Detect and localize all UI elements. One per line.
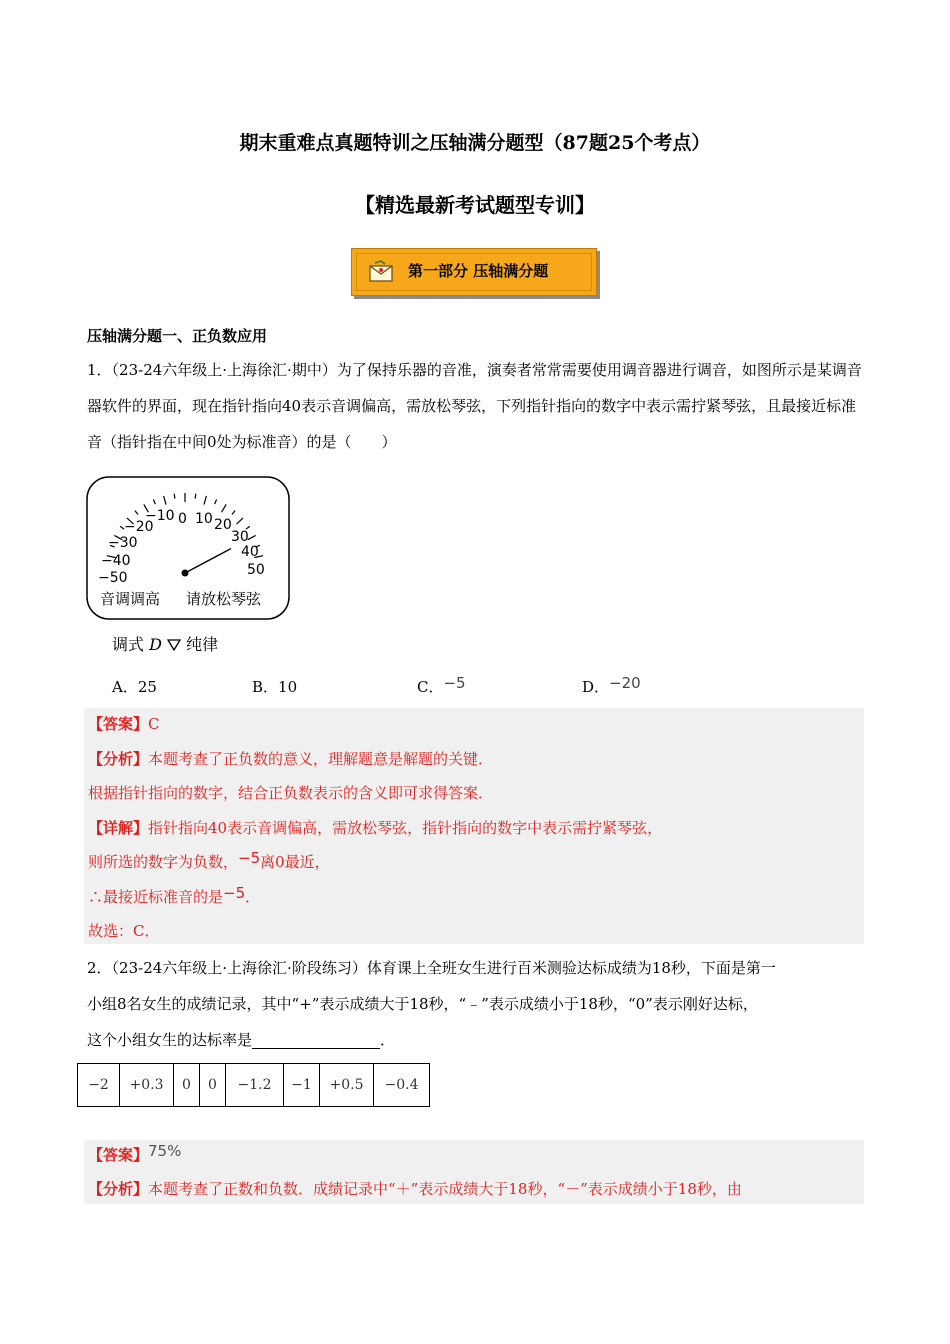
gauge-pivot <box>182 570 189 577</box>
analysis-line-2: 根据指针指向的数字，结合正负数表示的含义即可求得答案． <box>88 784 494 802</box>
gauge-label-neg30: −30 <box>108 535 138 551</box>
table-row <box>78 1064 430 1107</box>
answer-tag: 【答案】 <box>88 715 149 733</box>
answer-box-1 <box>84 708 864 944</box>
detail-line-2-b: 离0最近， <box>260 853 330 871</box>
caption-prefix: 调式 <box>112 635 145 654</box>
gauge-label-0: 0 <box>178 511 187 527</box>
part-banner <box>351 248 597 296</box>
question-2-line-3-b: ． <box>380 1031 396 1049</box>
gauge-tick <box>195 494 196 499</box>
answer-box-2 <box>84 1140 864 1204</box>
option-d-letter: D． <box>582 678 610 696</box>
question-1-text: 1．（23-24六年级上·上海徐汇·期中）为了保持乐器的音准，演奏者常常需要使用调音器进行调音，如图所示是某调音器软件的界面，现在指针指向40表示音调偏高，需放松琴弦，下列指针指向的数字中表示需拧紧琴弦，且最接近标准音（指针指在中间0处为标准音）的是（ ） <box>87 361 862 451</box>
option-d-value: −20 <box>609 674 641 692</box>
analysis-text: 本题考查了正负数的意义，理解题意是解题的关键． <box>148 750 494 768</box>
option-c[interactable] <box>417 676 466 697</box>
question-2-line-3 <box>87 1022 867 1058</box>
gauge-caption <box>112 632 218 655</box>
caption-key: D <box>149 635 162 654</box>
analysis-tag-2: 【分析】 <box>88 1180 149 1198</box>
gauge-label-neg20: −20 <box>124 519 154 535</box>
analysis-line-q2 <box>88 1178 742 1199</box>
gauge-tick <box>174 494 175 499</box>
detail-line-2 <box>88 851 330 872</box>
question-2-text <box>87 950 867 1058</box>
question-2-line-2: 小组8名女生的成绩记录，其中“+”表示成绩大于18秒，“﹣”表示成绩小于18秒，“0”表示刚好达标， <box>87 995 758 1013</box>
score-cell: 0 <box>174 1064 200 1107</box>
analysis-text-2: 本题考查了正数和负数．成绩记录中“＋”表示成绩大于18秒，“－”表示成绩小于18秒，由 <box>148 1180 742 1198</box>
analysis-line <box>88 748 493 769</box>
gauge-bottom-right-label: 请放松琴弦 <box>186 590 262 608</box>
banner-label: 第一部分 压轴满分题 <box>408 262 549 280</box>
analysis-tag: 【分析】 <box>88 750 149 768</box>
envelope-icon <box>369 260 393 282</box>
answer-blank[interactable] <box>252 1031 380 1049</box>
gauge-label-neg40: −40 <box>101 553 131 569</box>
option-c-letter: C． <box>417 678 444 696</box>
gauge-label-40: 40 <box>241 544 259 560</box>
tuner-gauge <box>86 476 291 622</box>
gauge-label-neg10: −10 <box>145 508 175 524</box>
detail-line <box>88 817 662 838</box>
answer-value: C <box>148 715 160 733</box>
score-cell: −0.4 <box>374 1064 430 1107</box>
gauge-label-50: 50 <box>247 562 265 578</box>
answer-line <box>88 713 160 734</box>
detail-line-2-math: −5 <box>238 849 261 867</box>
gauge-label-neg50: −50 <box>98 570 128 586</box>
option-a[interactable] <box>112 676 157 697</box>
detail-text: 指针指向40表示音调偏高，需放松琴弦，指针指向的数字中表示需拧紧琴弦， <box>148 819 663 837</box>
detail-tag: 【详解】 <box>88 819 149 837</box>
option-c-value: −5 <box>443 674 466 692</box>
gauge-label-10: 10 <box>195 511 213 527</box>
score-cell: −1 <box>284 1064 320 1107</box>
gauge-label-20: 20 <box>214 517 232 533</box>
score-cell: 0 <box>200 1064 226 1107</box>
answer-tag-2: 【答案】 <box>88 1146 149 1164</box>
option-a-letter: A． <box>112 678 138 696</box>
page-title: 期末重难点真题特训之压轴满分题型（87题25个考点） <box>239 132 711 154</box>
triangle-down-icon <box>167 639 181 651</box>
question-2-line-3-a: 这个小组女生的达标率是 <box>87 1031 253 1049</box>
gauge-bottom-left-label: 音调调高 <box>100 590 161 608</box>
answer-line-2 <box>88 1144 181 1165</box>
detail-line-3-math: −5 <box>223 884 246 902</box>
detail-line-3-a: ∴最接近标准音的是 <box>88 888 224 906</box>
scores-table <box>77 1063 430 1107</box>
detail-line-2-a: 则所选的数字为负数， <box>88 853 239 871</box>
question-2-line-1: 2．（23-24六年级上·上海徐汇·阶段练习）体育课上全班女生进行百米测验达标成绩为18秒，下面是第一 <box>87 959 776 977</box>
caption-suffix: 纯律 <box>186 635 219 654</box>
final-line: 故选：C． <box>88 922 160 940</box>
detail-line-3 <box>88 886 260 907</box>
gauge-label-30: 30 <box>231 529 249 545</box>
option-a-value: 25 <box>137 678 157 696</box>
section-heading: 压轴满分题一、正负数应用 <box>87 327 268 345</box>
score-cell: −1.2 <box>226 1064 284 1107</box>
page-subtitle: 【精选最新考试题型专训】 <box>355 193 595 217</box>
option-b[interactable] <box>252 676 297 697</box>
detail-line-3-b: ． <box>245 888 261 906</box>
option-b-letter: B． <box>252 678 279 696</box>
option-d[interactable] <box>582 676 641 697</box>
score-cell: +0.5 <box>320 1064 374 1107</box>
score-cell: +0.3 <box>120 1064 174 1107</box>
option-b-value: 10 <box>278 678 298 696</box>
answer-value-2: 75% <box>148 1142 182 1160</box>
score-cell: −2 <box>78 1064 120 1107</box>
